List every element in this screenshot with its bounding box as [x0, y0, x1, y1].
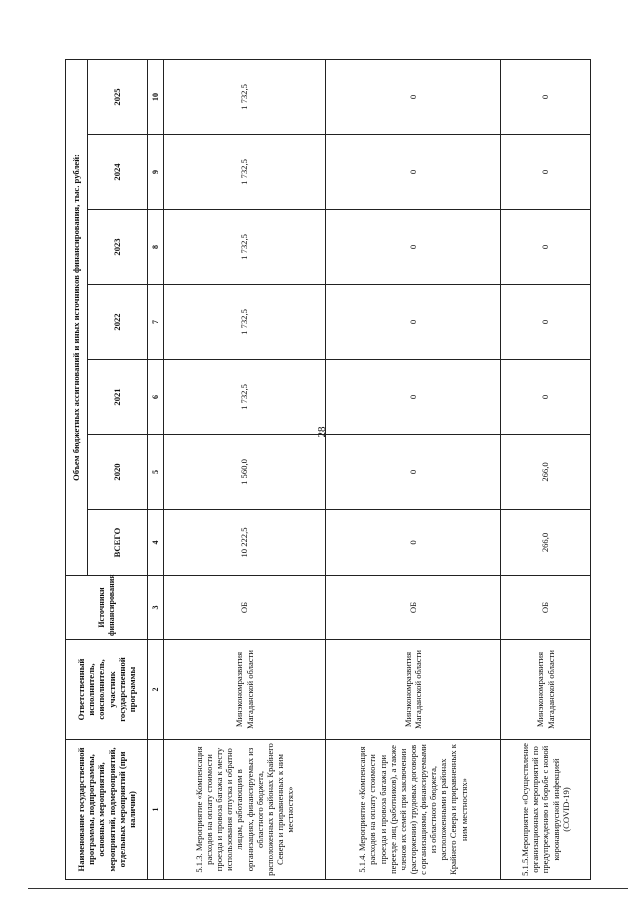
- year-value: 1 732,5: [164, 135, 326, 210]
- column-number: 2: [148, 640, 164, 740]
- year-value: 0: [326, 435, 501, 510]
- year-value: 266,0: [501, 435, 591, 510]
- year-value: 0: [501, 210, 591, 285]
- column-number: 1: [148, 740, 164, 880]
- funding-source: ОБ: [501, 576, 591, 640]
- column-number: 6: [148, 360, 164, 435]
- column-number: 10: [148, 59, 164, 134]
- column-number: 9: [148, 135, 164, 210]
- column-number: 4: [148, 510, 164, 576]
- rotated-table-wrapper: [65, 60, 590, 880]
- header-source: Источники финансирования: [66, 576, 148, 640]
- header-year: 2024: [88, 135, 148, 210]
- total-value: 10 222,5: [164, 510, 326, 576]
- year-value: 1 732,5: [164, 59, 326, 134]
- header-executor: Ответственный исполнитель, соисполнитель, участник государственной программы: [66, 640, 148, 740]
- funding-source: ОБ: [326, 576, 501, 640]
- year-value: 0: [326, 59, 501, 134]
- table-row: [326, 59, 501, 879]
- year-value: 1 732,5: [164, 210, 326, 285]
- total-value: 0: [326, 510, 501, 576]
- year-value: 0: [501, 59, 591, 134]
- year-value: 0: [501, 285, 591, 360]
- measure-name: 5.1.4. Мероприятие «Компенсация расходов на оплату стоимости проезда и провоза багажа при переезде лиц (работников), а также членов их семей при заключении (расторжении) трудовых договоров с организациями, финансируемыми из областного бюджета, расположенными в районах Крайнего Севера и приравненных к ним местностях»: [326, 740, 501, 880]
- table-row: [501, 59, 591, 879]
- funding-source: ОБ: [164, 576, 326, 640]
- year-value: 0: [326, 360, 501, 435]
- header-year: 2023: [88, 210, 148, 285]
- column-number-row: [148, 59, 164, 879]
- year-value: 0: [501, 360, 591, 435]
- measure-name: 5.1.3. Мероприятие «Компенсация расходов на оплату стоимости проезда и провоза багажа к месту использования отпуска и обратно лицам, работающим в организациях, финансируемых из областного бюджета, расположенных в районах Крайнего Севера и приравненных к ним местностях»: [164, 740, 326, 880]
- executor: Минэкономразвития Магаданской области: [164, 640, 326, 740]
- measure-name: 5.1.5.Мероприятие «Осуществление организационных мероприятий по предупреждению и борьбе с новой коронавирусной инфекцией (COVID-19): [501, 740, 591, 880]
- header-volume: Объем бюджетных ассигнований и иных источников финансирования, тыс. рублей:: [66, 59, 88, 575]
- year-value: 0: [326, 285, 501, 360]
- year-value: 0: [326, 135, 501, 210]
- column-number: 3: [148, 576, 164, 640]
- column-number: 5: [148, 435, 164, 510]
- header-year: 2022: [88, 285, 148, 360]
- financing-table: [65, 59, 591, 880]
- header-year: 2025: [88, 59, 148, 134]
- year-value: 1 732,5: [164, 285, 326, 360]
- header-year: 2021: [88, 360, 148, 435]
- header-total: ВСЕГО: [88, 510, 148, 576]
- table-row: [164, 59, 326, 879]
- total-value: 266,0: [501, 510, 591, 576]
- page-bottom-rule: [28, 888, 628, 889]
- year-value: 0: [326, 210, 501, 285]
- column-number: 8: [148, 210, 164, 285]
- header-name: Наименование государственной программы, подпрограммы, основных мероприятий, мероприятий, подмероприятий, отдельных мероприятий (при наличии): [66, 740, 148, 880]
- header-year: 2020: [88, 435, 148, 510]
- page-number: 28: [316, 426, 328, 438]
- column-number: 7: [148, 285, 164, 360]
- executor: Минэкономразвития Магаданской области: [501, 640, 591, 740]
- year-value: 1 560,0: [164, 435, 326, 510]
- executor: Минэкономразвития Магаданской области: [326, 640, 501, 740]
- year-value: 0: [501, 135, 591, 210]
- year-value: 1 732,5: [164, 360, 326, 435]
